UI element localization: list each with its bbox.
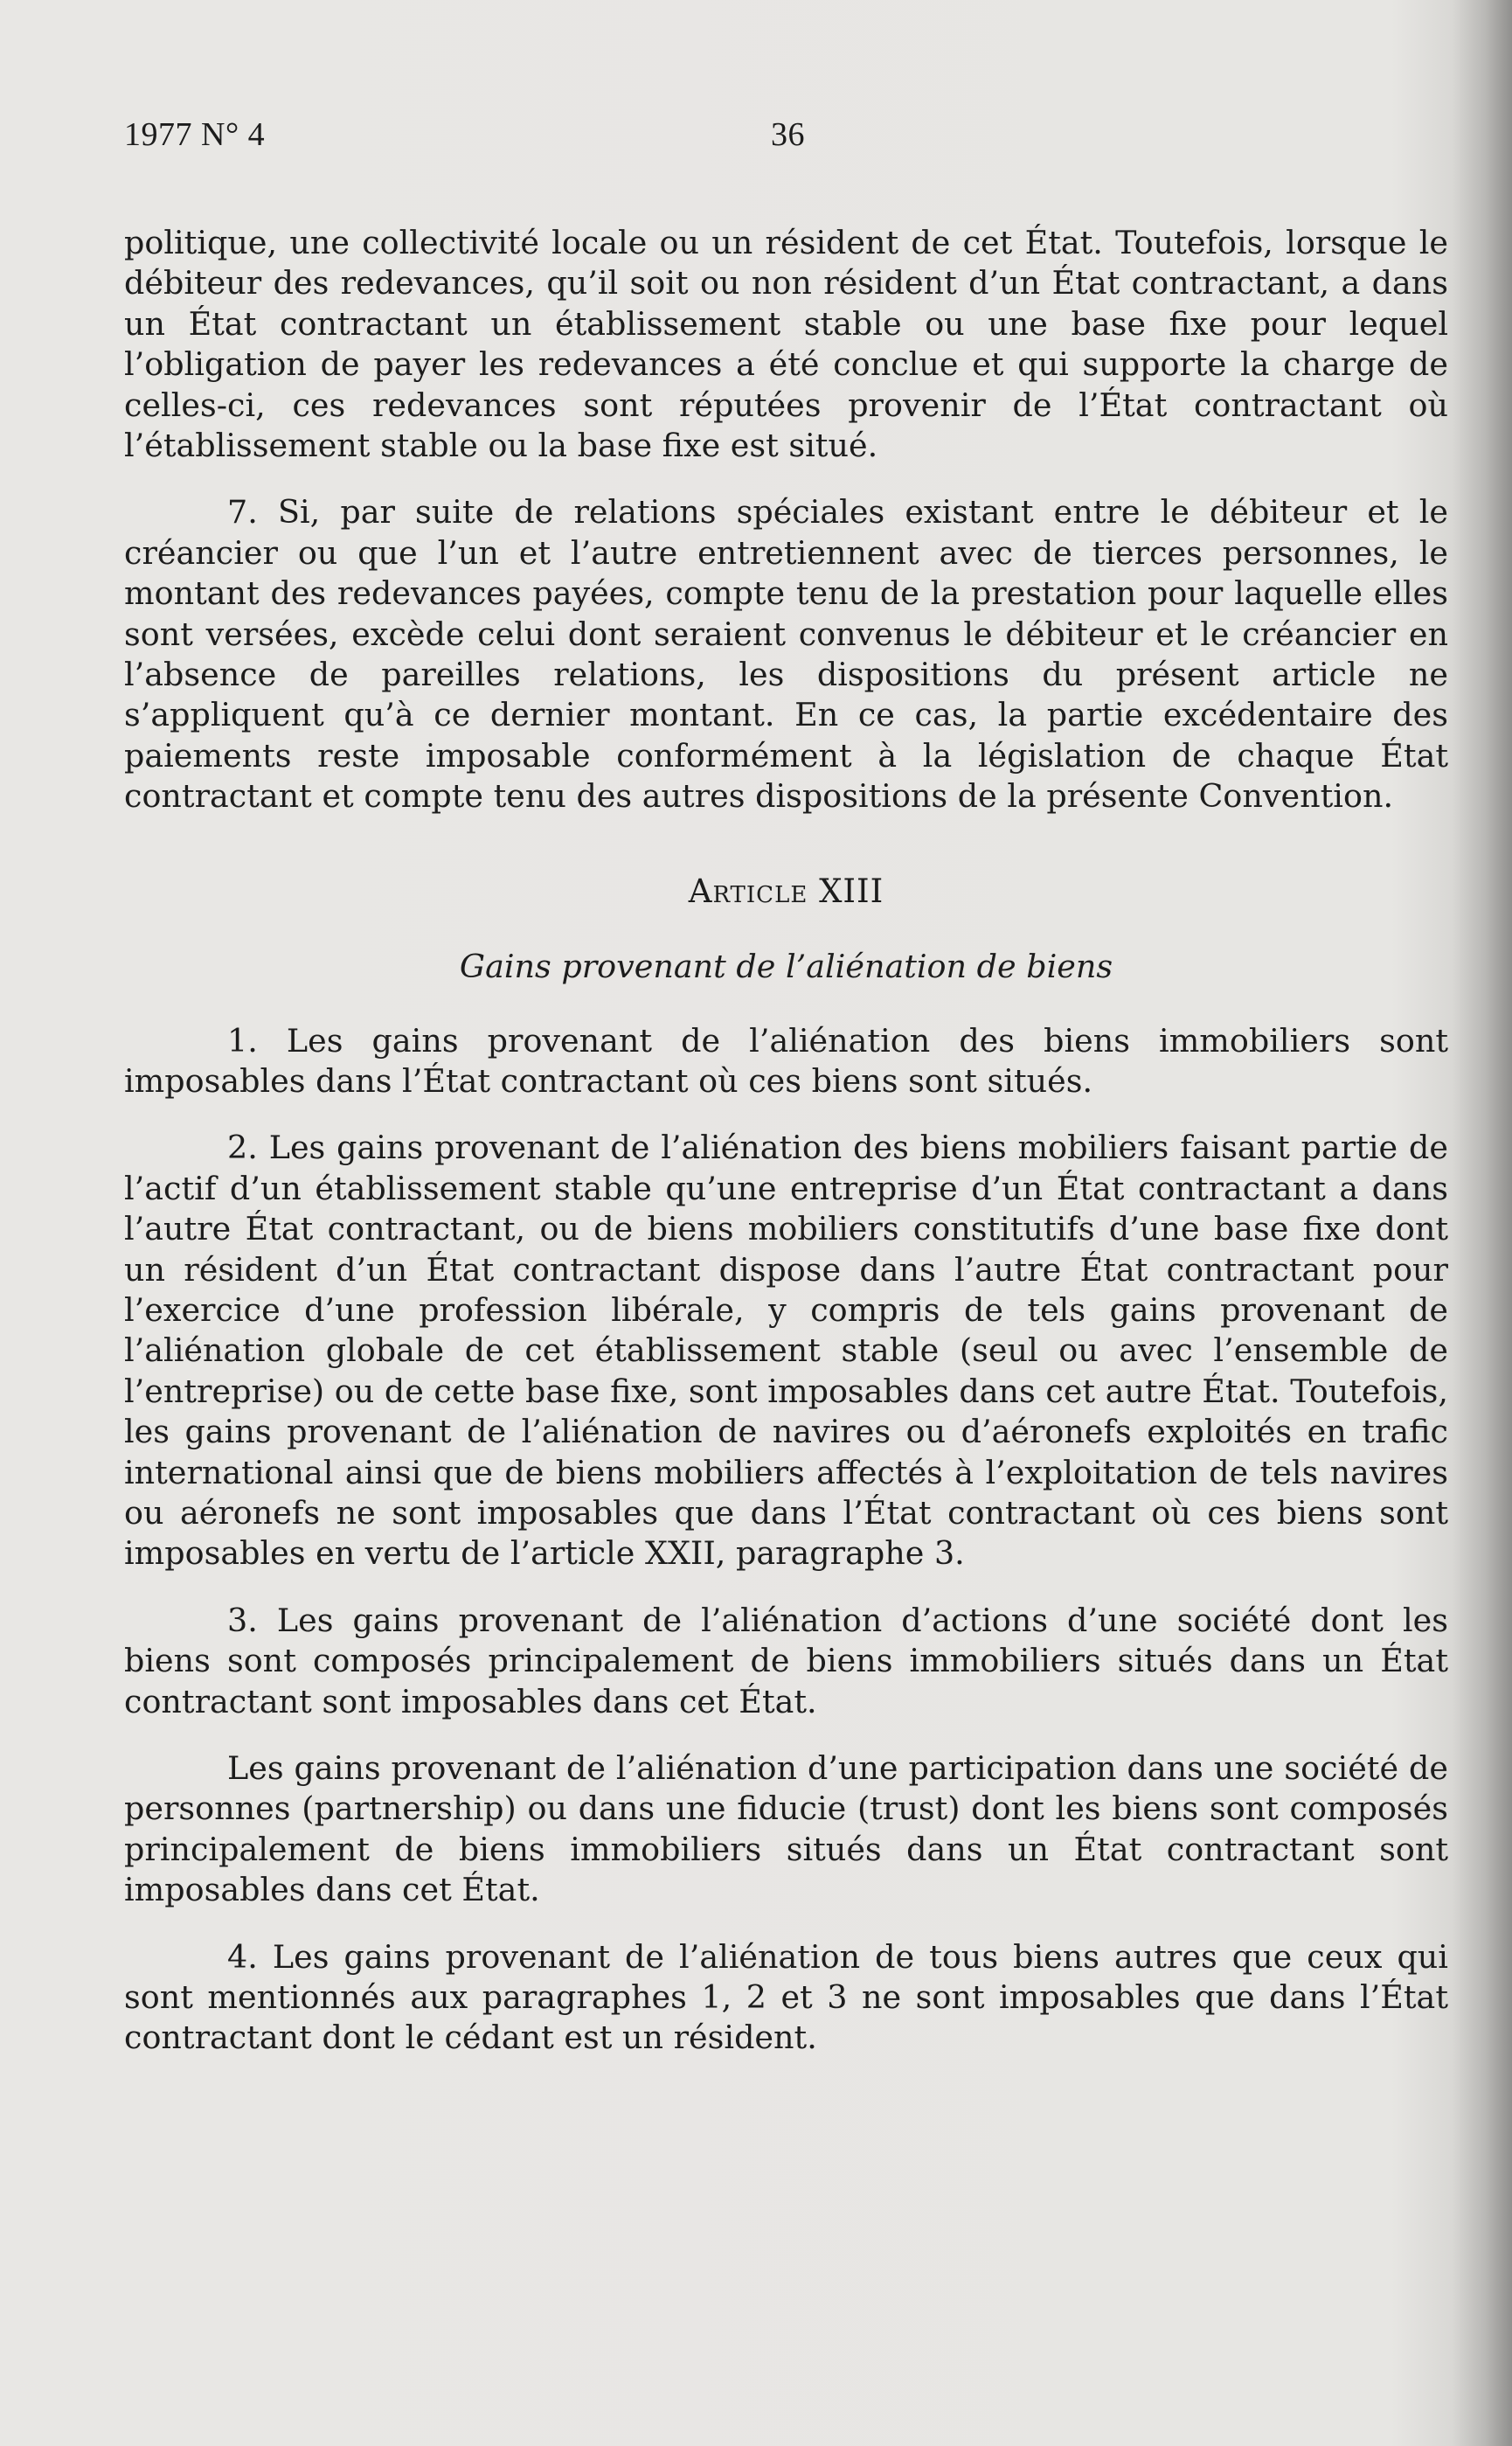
article-paragraph-4: 4. Les gains provenant de l’aliénation de tous biens autres que ceux qui sont mentionnés aux paragraphes 1, 2 et 3 ne sont imposables que dans l’État contractant dont le cédant est un résident. xyxy=(124,1937,1448,2057)
article-paragraph-3: 3. Les gains provenant de l’aliénation d’actions d’une société dont les biens sont composés principalement de biens immobiliers situés dans un État contractant sont imposables dans cet État. xyxy=(124,1601,1448,1720)
page-number: 36 xyxy=(771,116,805,153)
article-subtitle: Gains provenant de l’aliénation de biens xyxy=(459,948,1113,986)
paragraph-7: 7. Si, par suite de relations spéciales existant entre le débiteur et le créancier ou que l’un et l’autre entretiennent avec de tierces personnes, le montant des redevances payées, compte tenu de la prestation pour laquelle elles sont versées, excède celui dont seraient convenus le débiteur et le créancier en l’absence de pareilles relations, les dispositions du présent article ne s’appliquent qu’à ce dernier montant. En ce cas, la partie excédentaire des paiements reste imposable conformément à la législation de chaque État contractant et compte tenu des autres dispositions de la présente Convention. xyxy=(124,493,1448,816)
article-paragraph-2: 2. Les gains provenant de l’aliénation des biens mobiliers faisant partie de l’actif d’un établissement stable qu’une entreprise d’un État contractant a dans l’autre État contractant, ou de biens mobiliers constitutifs d’une base fixe dont un résident d’un État contractant dispose dans l’autre État contractant pour l’exercice d’une profession libérale, y compris de tels gains provenant de l’aliénation globale de cet établissement stable (seul ou avec l’ensemble de l’entreprise) ou de cette base fixe, sont imposables dans cet autre État. Toutefois, les gains provenant de l’aliénation de navires ou d’aéronefs exploités en trafic international ainsi que de biens mobiliers affectés à l’exploitation de tels navires ou aéronefs ne sont imposables que dans l’État contractant où ces biens sont imposables en vertu de l’article XXII, paragraphe 3. xyxy=(124,1129,1448,1573)
article-paragraph-1: 1. Les gains provenant de l’aliénation des biens immobiliers sont imposables dans l’État contractant où ces biens sont situés. xyxy=(124,1021,1448,1100)
body-text xyxy=(124,223,1448,2059)
page-header-year-number: 1977 N° 4 xyxy=(124,116,266,153)
paragraph-continuation: politique, une collectivité locale ou un résident de cet État. Toutefois, lorsque le débiteur des redevances, qu’il soit ou non résident d’un État contractant, a dans un État contractant un établissement stable ou une base fixe pour lequel l’obligation de payer les redevances a été conclue et qui supporte la charge de celles-ci, ces redevances sont réputées provenir de l’État contractant où l’établissement stable ou la base fixe est situé. xyxy=(124,224,1448,465)
article-title-text: Article XIII xyxy=(688,872,884,910)
article-title xyxy=(124,872,1448,912)
page-edge-shadow xyxy=(1453,0,1512,2446)
article-paragraph-3-continued: Les gains provenant de l’aliénation d’une participation dans une société de personnes (partnership) ou dans une fiducie (trust) dont les biens sont composés principalement de biens immobiliers situés dans un État contractant sont imposables dans cet État. xyxy=(124,1749,1448,1909)
